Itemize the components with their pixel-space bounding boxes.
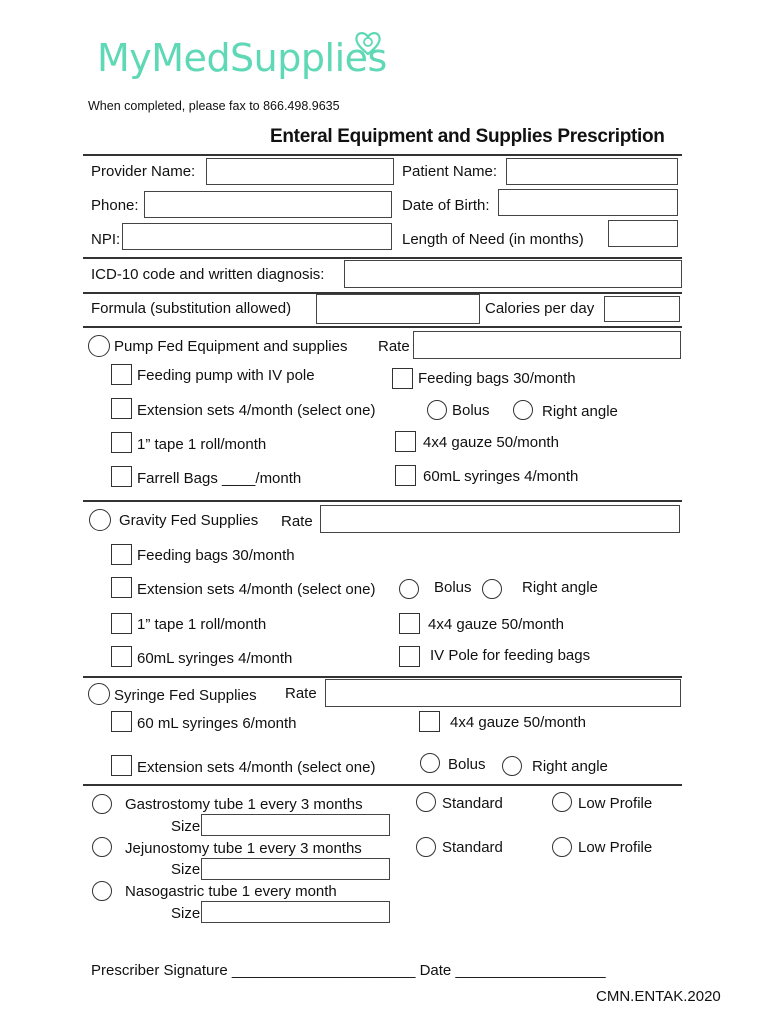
gravity-syringes-checkbox[interactable] bbox=[111, 646, 132, 667]
pump-syringes-label: 60mL syringes 4/month bbox=[423, 468, 579, 485]
jejunostomy-standard-radio[interactable] bbox=[416, 837, 436, 857]
dob-label: Date of Birth: bbox=[402, 197, 490, 214]
pump-gauze-checkbox[interactable] bbox=[395, 431, 416, 452]
pump-right-angle-label: Right angle bbox=[542, 403, 618, 420]
gravity-fed-radio[interactable] bbox=[89, 509, 111, 531]
syringe-rate-field[interactable] bbox=[325, 679, 681, 707]
syringe-fed-heading: Syringe Fed Supplies bbox=[114, 687, 257, 704]
gravity-bolus-radio[interactable] bbox=[399, 579, 419, 599]
syringe-right-angle-radio[interactable] bbox=[502, 756, 522, 776]
formula-field[interactable] bbox=[316, 294, 480, 324]
divider bbox=[83, 154, 682, 156]
jejunostomy-label: Jejunostomy tube 1 every 3 months bbox=[125, 840, 362, 857]
syringe-extension-sets-label: Extension sets 4/month (select one) bbox=[137, 759, 376, 776]
pump-rate-label: Rate bbox=[378, 338, 410, 355]
gravity-gauze-label: 4x4 gauze 50/month bbox=[428, 616, 564, 633]
fax-instructions: When completed, please fax to 866.498.9635 bbox=[88, 99, 340, 113]
pump-extension-sets-checkbox[interactable] bbox=[111, 398, 132, 419]
phone-label: Phone: bbox=[91, 197, 139, 214]
gravity-gauze-checkbox[interactable] bbox=[399, 613, 420, 634]
divider bbox=[83, 326, 682, 328]
syringe-fed-radio[interactable] bbox=[88, 683, 110, 705]
gravity-feeding-bags-label: Feeding bags 30/month bbox=[137, 547, 295, 564]
pump-syringes-checkbox[interactable] bbox=[395, 465, 416, 486]
syringe-syringes-checkbox[interactable] bbox=[111, 711, 132, 732]
gravity-bolus-label: Bolus bbox=[434, 579, 472, 596]
divider bbox=[83, 676, 682, 678]
syringe-right-angle-label: Right angle bbox=[532, 758, 608, 775]
patient-name-field[interactable] bbox=[506, 158, 678, 185]
calories-field[interactable] bbox=[604, 296, 680, 322]
icd10-field[interactable] bbox=[344, 260, 682, 288]
gastrostomy-label: Gastrostomy tube 1 every 3 months bbox=[125, 796, 363, 813]
pump-tape-checkbox[interactable] bbox=[111, 432, 132, 453]
patient-name-label: Patient Name: bbox=[402, 163, 498, 180]
pump-extension-sets-label: Extension sets 4/month (select one) bbox=[137, 402, 376, 419]
gravity-iv-pole-checkbox[interactable] bbox=[399, 646, 420, 667]
gastrostomy-radio[interactable] bbox=[92, 794, 112, 814]
pump-farrell-label: Farrell Bags ____/month bbox=[137, 470, 302, 487]
gastrostomy-size-label: Size bbox=[171, 818, 201, 835]
gravity-right-angle-radio[interactable] bbox=[482, 579, 502, 599]
brand-logo: MyMedSupplies bbox=[97, 36, 387, 80]
gravity-right-angle-label: Right angle bbox=[522, 579, 598, 596]
gravity-fed-heading: Gravity Fed Supplies bbox=[119, 512, 259, 529]
jejunostomy-low-profile-radio[interactable] bbox=[552, 837, 572, 857]
pump-fed-radio[interactable] bbox=[88, 335, 110, 357]
jejunostomy-size-field[interactable] bbox=[201, 858, 390, 880]
dob-field[interactable] bbox=[498, 189, 678, 216]
pump-feeding-pump-label: Feeding pump with IV pole bbox=[137, 367, 315, 384]
npi-label: NPI: bbox=[91, 231, 121, 248]
syringe-rate-label: Rate bbox=[285, 685, 317, 702]
pump-tape-label: 1” tape 1 roll/month bbox=[137, 436, 267, 453]
nasogastric-size-field[interactable] bbox=[201, 901, 390, 923]
gravity-rate-field[interactable] bbox=[320, 505, 680, 533]
syringe-syringes-label: 60 mL syringes 6/month bbox=[137, 715, 297, 732]
syringe-bolus-label: Bolus bbox=[448, 756, 486, 773]
pump-right-angle-radio[interactable] bbox=[513, 400, 533, 420]
syringe-gauze-checkbox[interactable] bbox=[419, 711, 440, 732]
pump-bolus-radio[interactable] bbox=[427, 400, 447, 420]
divider bbox=[83, 500, 682, 502]
gastrostomy-size-field[interactable] bbox=[201, 814, 390, 836]
gastrostomy-low-profile-label: Low Profile bbox=[578, 795, 653, 812]
gravity-rate-label: Rate bbox=[281, 513, 313, 530]
pump-farrell-checkbox[interactable] bbox=[111, 466, 132, 487]
gastrostomy-standard-radio[interactable] bbox=[416, 792, 436, 812]
divider bbox=[83, 257, 682, 259]
gravity-syringes-label: 60mL syringes 4/month bbox=[137, 650, 293, 667]
gravity-tape-label: 1” tape 1 roll/month bbox=[137, 616, 267, 633]
gravity-extension-sets-checkbox[interactable] bbox=[111, 577, 132, 598]
jejunostomy-low-profile-label: Low Profile bbox=[578, 839, 653, 856]
gastrostomy-standard-label: Standard bbox=[442, 795, 503, 812]
nasogastric-label: Nasogastric tube 1 every month bbox=[125, 883, 337, 900]
nasogastric-radio[interactable] bbox=[92, 881, 112, 901]
divider bbox=[83, 784, 682, 786]
length-of-need-label: Length of Need (in months) bbox=[402, 231, 584, 248]
gravity-tape-checkbox[interactable] bbox=[111, 613, 132, 634]
syringe-extension-sets-checkbox[interactable] bbox=[111, 755, 132, 776]
pump-feeding-bags-checkbox[interactable] bbox=[392, 368, 413, 389]
gastrostomy-low-profile-radio[interactable] bbox=[552, 792, 572, 812]
syringe-bolus-radio[interactable] bbox=[420, 753, 440, 773]
form-code: CMN.ENTAK.2020 bbox=[596, 988, 721, 1005]
provider-name-label: Provider Name: bbox=[91, 163, 196, 180]
gravity-feeding-bags-checkbox[interactable] bbox=[111, 544, 132, 565]
phone-field[interactable] bbox=[144, 191, 392, 218]
gravity-iv-pole-label: IV Pole for feeding bags bbox=[430, 647, 591, 664]
jejunostomy-radio[interactable] bbox=[92, 837, 112, 857]
icd10-label: ICD-10 code and written diagnosis: bbox=[91, 266, 325, 283]
pump-gauze-label: 4x4 gauze 50/month bbox=[423, 434, 559, 451]
heart-logo-icon bbox=[354, 30, 382, 56]
nasogastric-size-label: Size bbox=[171, 905, 201, 922]
formula-label: Formula (substitution allowed) bbox=[91, 300, 292, 317]
pump-rate-field[interactable] bbox=[413, 331, 681, 359]
jejunostomy-size-label: Size bbox=[171, 861, 201, 878]
provider-name-field[interactable] bbox=[206, 158, 394, 185]
pump-fed-heading: Pump Fed Equipment and supplies bbox=[114, 338, 348, 355]
form-title: Enteral Equipment and Supplies Prescription bbox=[270, 126, 665, 147]
npi-field[interactable] bbox=[122, 223, 392, 250]
pump-feeding-bags-label: Feeding bags 30/month bbox=[418, 370, 576, 387]
jejunostomy-standard-label: Standard bbox=[442, 839, 503, 856]
signature-date-line[interactable]: Prescriber Signature ______________________ Date __________________ bbox=[91, 962, 606, 979]
gravity-extension-sets-label: Extension sets 4/month (select one) bbox=[137, 581, 376, 598]
length-of-need-field[interactable] bbox=[608, 220, 678, 247]
syringe-gauze-label: 4x4 gauze 50/month bbox=[450, 714, 586, 731]
pump-feeding-pump-checkbox[interactable] bbox=[111, 364, 132, 385]
pump-bolus-label: Bolus bbox=[452, 402, 490, 419]
calories-label: Calories per day bbox=[485, 300, 595, 317]
